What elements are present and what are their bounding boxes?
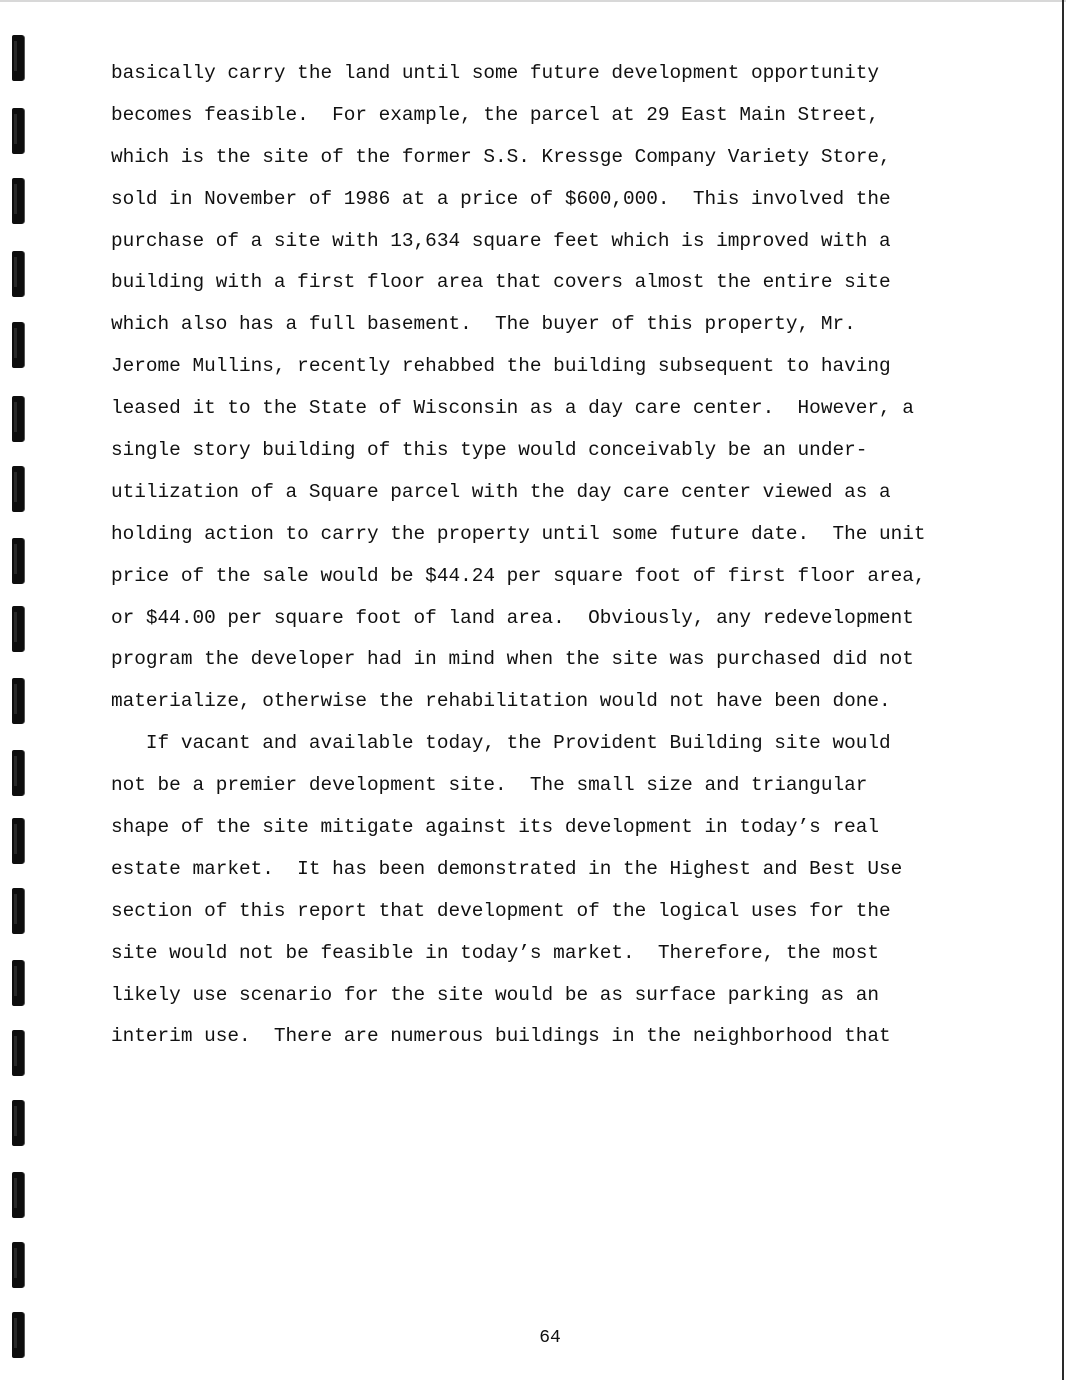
text-line: estate market. It has been demonstrated in the Highest and Best Use <box>111 857 903 880</box>
page-top-edge <box>0 0 1066 2</box>
text-line: shape of the site mitigate against its development in today’s real <box>111 816 879 839</box>
text-line: Jerome Mullins, recently rehabbed the building subsequent to having <box>111 355 891 378</box>
text-line: section of this report that development of the logical uses for the <box>111 899 891 922</box>
body-text <box>111 53 1011 1058</box>
paragraph-start-line: If vacant and available today, the Provident Building site would <box>111 732 891 755</box>
text-line: not be a premier development site. The small size and triangular <box>111 774 868 797</box>
text-line: becomes feasible. For example, the parcel at 29 East Main Street, <box>111 103 879 126</box>
text-line: likely use scenario for the site would be as surface parking as an <box>111 983 879 1006</box>
text-line: interim use. There are numerous buildings in the neighborhood that <box>111 1025 891 1048</box>
binding-hole <box>12 108 24 154</box>
binding-hole <box>12 251 24 297</box>
text-line: or $44.00 per square foot of land area. Obviously, any redevelopment <box>111 606 914 629</box>
binding-hole <box>12 1172 24 1218</box>
text-line: building with a first floor area that covers almost the entire site <box>111 271 891 294</box>
binding-hole <box>12 888 24 934</box>
binding-hole <box>12 538 24 584</box>
text-line: single story building of this type would conceivably be an under- <box>111 439 868 462</box>
text-line: leased it to the State of Wisconsin as a day care center. However, a <box>111 397 914 420</box>
binding-hole <box>12 750 24 796</box>
binding-hole <box>12 678 24 724</box>
binding-hole <box>12 35 24 81</box>
binding-hole <box>12 322 24 368</box>
binding-hole <box>12 1030 24 1076</box>
binding-hole <box>12 396 24 442</box>
text-line: purchase of a site with 13,634 square feet which is improved with a <box>111 229 891 252</box>
text-line: which also has a full basement. The buyer of this property, Mr. <box>111 313 856 336</box>
text-line: basically carry the land until some future development opportunity <box>111 62 879 84</box>
text-line: program the developer had in mind when the site was purchased did not <box>111 648 914 671</box>
binding-hole <box>12 178 24 224</box>
binding-hole <box>12 818 24 864</box>
binding-hole <box>12 606 24 652</box>
text-line: materialize, otherwise the rehabilitation would not have been done. <box>111 690 891 713</box>
text-line: holding action to carry the property until some future date. The unit <box>111 522 926 545</box>
binding-holes <box>8 0 38 1380</box>
text-line: sold in November of 1986 at a price of $600,000. This involved the <box>111 187 891 210</box>
text-line: which is the site of the former S.S. Kressge Company Variety Store, <box>111 145 891 168</box>
binding-hole <box>12 960 24 1006</box>
text-line: price of the sale would be $44.24 per square foot of first floor area, <box>111 564 926 587</box>
page-number: 64 <box>539 1328 561 1348</box>
binding-hole <box>12 1242 24 1288</box>
binding-hole <box>12 466 24 512</box>
page-right-edge <box>1062 0 1064 1380</box>
text-line: site would not be feasible in today’s market. Therefore, the most <box>111 941 879 964</box>
text-line: utilization of a Square parcel with the day care center viewed as a <box>111 480 891 503</box>
binding-hole <box>12 1100 24 1146</box>
